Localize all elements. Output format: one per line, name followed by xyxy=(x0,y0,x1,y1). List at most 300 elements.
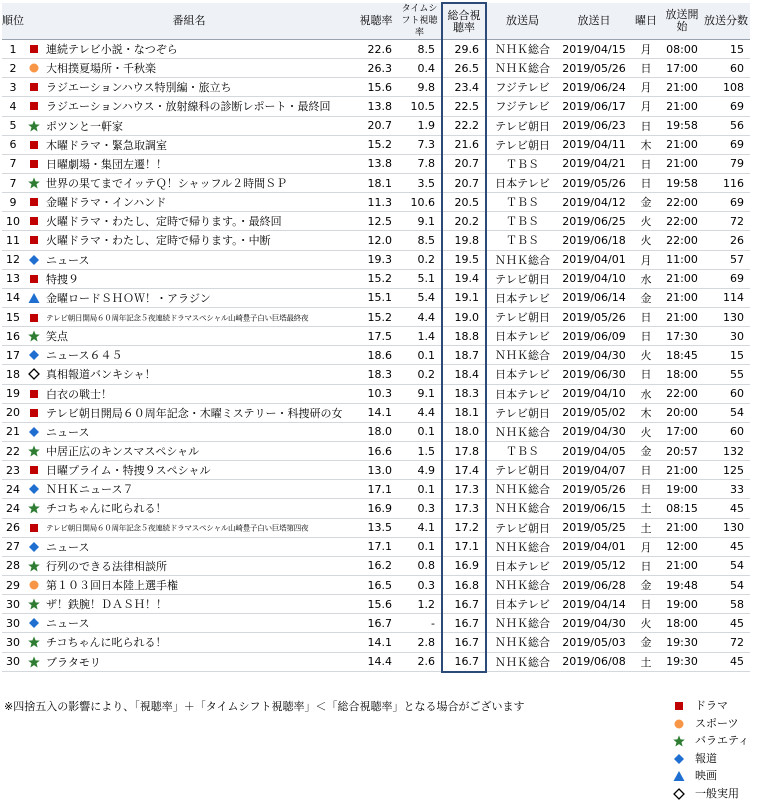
program-title: ラジエーションハウス・放射線科の診断レポート・最終回 xyxy=(46,100,330,113)
program-title-cell xyxy=(24,212,354,231)
total-rating-cell: 16.7 xyxy=(442,614,486,633)
date-cell: 2019/05/02 xyxy=(558,403,630,422)
station-cell: ＮＨＫ総合 xyxy=(486,422,558,441)
rating-cell: 13.5 xyxy=(354,518,398,537)
start-time-cell: 17:00 xyxy=(662,422,702,441)
timeshift-cell: 0.1 xyxy=(398,346,442,365)
station-cell: ＮＨＫ総合 xyxy=(486,480,558,499)
start-time-cell: 21:00 xyxy=(662,556,702,575)
rank-cell: 11 xyxy=(2,231,24,250)
minutes-cell: 58 xyxy=(702,595,750,614)
start-time-cell: 19:00 xyxy=(662,480,702,499)
table-row xyxy=(2,59,750,78)
program-title-cell xyxy=(24,633,354,652)
weekday-cell: 金 xyxy=(630,288,662,307)
program-title: 金曜ロードＳＨＯＷ！・アラジン xyxy=(46,292,211,305)
minutes-cell: 57 xyxy=(702,250,750,269)
timeshift-cell: 0.2 xyxy=(398,365,442,384)
timeshift-cell: 0.8 xyxy=(398,556,442,575)
program-title-cell xyxy=(24,384,354,403)
program-title-cell xyxy=(24,173,354,192)
rank-cell: 10 xyxy=(2,212,24,231)
weekday-cell: 水 xyxy=(630,269,662,288)
station-cell: ＴＢＳ xyxy=(486,231,558,250)
weekday-cell: 火 xyxy=(630,346,662,365)
date-cell: 2019/05/26 xyxy=(558,59,630,78)
minutes-cell: 114 xyxy=(702,288,750,307)
date-cell: 2019/06/08 xyxy=(558,652,630,672)
rating-cell: 15.1 xyxy=(354,288,398,307)
station-cell: ＮＨＫ総合 xyxy=(486,40,558,59)
minutes-cell: 79 xyxy=(702,154,750,173)
rank-cell: 4 xyxy=(2,97,24,116)
variety-star-icon xyxy=(27,120,41,132)
legend-item-drama xyxy=(672,697,749,715)
table-row xyxy=(2,116,750,135)
program-title-cell xyxy=(24,231,354,250)
program-title-cell xyxy=(24,595,354,614)
station-cell: ＮＨＫ総合 xyxy=(486,652,558,672)
weekday-cell: 火 xyxy=(630,614,662,633)
date-cell: 2019/04/01 xyxy=(558,250,630,269)
legend-label: ドラマ xyxy=(695,699,728,712)
start-time-cell: 19:48 xyxy=(662,575,702,594)
timeshift-cell: 1.2 xyxy=(398,595,442,614)
rating-cell: 17.5 xyxy=(354,327,398,346)
rating-cell: 12.0 xyxy=(354,231,398,250)
rating-cell: 20.7 xyxy=(354,116,398,135)
header-weekday: 曜日 xyxy=(630,3,662,40)
minutes-cell: 56 xyxy=(702,116,750,135)
header-timeshift: タイムシフト視聴率 xyxy=(398,3,442,40)
header-total: 総合視聴率 xyxy=(442,3,486,40)
date-cell: 2019/04/05 xyxy=(558,441,630,460)
rating-cell: 18.3 xyxy=(354,365,398,384)
program-title-cell xyxy=(24,403,354,422)
header-date: 放送日 xyxy=(558,3,630,40)
date-cell: 2019/04/10 xyxy=(558,384,630,403)
start-time-cell: 22:00 xyxy=(662,193,702,212)
start-time-cell: 22:00 xyxy=(662,212,702,231)
date-cell: 2019/04/30 xyxy=(558,614,630,633)
rank-cell: 30 xyxy=(2,614,24,633)
header-start: 放送開始 xyxy=(662,3,702,40)
category-legend xyxy=(672,697,749,802)
timeshift-cell: 8.5 xyxy=(398,231,442,250)
total-rating-cell: 17.3 xyxy=(442,480,486,499)
drama-square-icon xyxy=(27,196,41,208)
legend-label: 報道 xyxy=(695,752,717,765)
minutes-cell: 132 xyxy=(702,441,750,460)
program-title-cell xyxy=(24,250,354,269)
rating-cell: 18.1 xyxy=(354,173,398,192)
program-title-cell xyxy=(24,40,354,59)
start-time-cell: 19:58 xyxy=(662,116,702,135)
timeshift-cell: - xyxy=(398,614,442,633)
rank-cell: 24 xyxy=(2,480,24,499)
timeshift-cell: 10.6 xyxy=(398,193,442,212)
sports-circle-icon xyxy=(27,62,41,74)
rating-cell: 26.3 xyxy=(354,59,398,78)
weekday-cell: 日 xyxy=(630,173,662,192)
date-cell: 2019/06/24 xyxy=(558,78,630,97)
drama-square-icon xyxy=(27,139,41,151)
timeshift-cell: 4.9 xyxy=(398,461,442,480)
program-title: 真相報道バンキシャ！ xyxy=(46,368,156,381)
total-rating-cell: 18.7 xyxy=(442,346,486,365)
timeshift-cell: 4.4 xyxy=(398,403,442,422)
table-row xyxy=(2,537,750,556)
header-rating: 視聴率 xyxy=(354,3,398,40)
total-rating-cell: 19.4 xyxy=(442,269,486,288)
rank-cell: 16 xyxy=(2,327,24,346)
minutes-cell: 60 xyxy=(702,384,750,403)
variety-star-icon xyxy=(27,636,41,648)
drama-square-icon xyxy=(27,273,41,285)
total-rating-cell: 17.4 xyxy=(442,461,486,480)
station-cell: ＴＢＳ xyxy=(486,441,558,460)
program-title: テレビ朝日開局６０周年記念５夜連続ドラマスペシャル山崎豊子白い巨塔最終夜 xyxy=(46,313,308,322)
drama-square-icon xyxy=(27,43,41,55)
table-row xyxy=(2,384,750,403)
general-diamond-icon xyxy=(672,788,686,800)
total-rating-cell: 18.1 xyxy=(442,403,486,422)
drama-square-icon xyxy=(27,388,41,400)
rank-cell: 30 xyxy=(2,633,24,652)
rank-cell: 23 xyxy=(2,461,24,480)
minutes-cell: 69 xyxy=(702,135,750,154)
total-rating-cell: 18.8 xyxy=(442,327,486,346)
weekday-cell: 金 xyxy=(630,575,662,594)
table-row xyxy=(2,652,750,672)
start-time-cell: 08:15 xyxy=(662,499,702,518)
timeshift-cell: 7.3 xyxy=(398,135,442,154)
rating-cell: 14.1 xyxy=(354,633,398,652)
news-diamond-icon xyxy=(27,483,41,495)
legend-item-sports xyxy=(672,715,749,733)
date-cell: 2019/04/12 xyxy=(558,193,630,212)
minutes-cell: 130 xyxy=(702,307,750,326)
table-row xyxy=(2,403,750,422)
total-rating-cell: 16.7 xyxy=(442,595,486,614)
rank-cell: 22 xyxy=(2,441,24,460)
drama-square-icon xyxy=(27,81,41,93)
weekday-cell: 火 xyxy=(630,231,662,250)
variety-star-icon xyxy=(27,656,41,668)
weekday-cell: 日 xyxy=(630,327,662,346)
rank-cell: 20 xyxy=(2,403,24,422)
news-diamond-icon xyxy=(27,617,41,629)
minutes-cell: 30 xyxy=(702,327,750,346)
legend-label: 映画 xyxy=(695,769,717,782)
total-rating-cell: 17.8 xyxy=(442,441,486,460)
table-row xyxy=(2,212,750,231)
station-cell: ＴＢＳ xyxy=(486,154,558,173)
rating-cell: 16.6 xyxy=(354,441,398,460)
total-rating-cell: 18.0 xyxy=(442,422,486,441)
table-row xyxy=(2,461,750,480)
rating-cell: 16.5 xyxy=(354,575,398,594)
program-title: 白衣の戦士！ xyxy=(46,388,112,401)
weekday-cell: 日 xyxy=(630,59,662,78)
weekday-cell: 月 xyxy=(630,250,662,269)
drama-square-icon xyxy=(27,312,41,324)
timeshift-cell: 0.1 xyxy=(398,480,442,499)
drama-square-icon xyxy=(27,158,41,170)
station-cell: ＮＨＫ総合 xyxy=(486,250,558,269)
program-title-cell xyxy=(24,518,354,537)
drama-square-icon xyxy=(27,234,41,246)
weekday-cell: 金 xyxy=(630,441,662,460)
station-cell: テレビ朝日 xyxy=(486,269,558,288)
start-time-cell: 21:00 xyxy=(662,288,702,307)
total-rating-cell: 19.8 xyxy=(442,231,486,250)
rank-cell: 19 xyxy=(2,384,24,403)
timeshift-cell: 0.1 xyxy=(398,422,442,441)
program-title: 火曜ドラマ・わたし、定時で帰ります。・最終回 xyxy=(46,215,282,228)
minutes-cell: 69 xyxy=(702,97,750,116)
minutes-cell: 33 xyxy=(702,480,750,499)
total-rating-cell: 22.2 xyxy=(442,116,486,135)
timeshift-cell: 1.5 xyxy=(398,441,442,460)
weekday-cell: 土 xyxy=(630,652,662,672)
table-row xyxy=(2,614,750,633)
drama-square-icon xyxy=(672,700,686,712)
sports-circle-icon xyxy=(27,579,41,591)
table-row xyxy=(2,575,750,594)
minutes-cell: 130 xyxy=(702,518,750,537)
station-cell: ＮＨＫ総合 xyxy=(486,537,558,556)
program-title-cell xyxy=(24,135,354,154)
station-cell: テレビ朝日 xyxy=(486,403,558,422)
weekday-cell: 金 xyxy=(630,633,662,652)
minutes-cell: 69 xyxy=(702,269,750,288)
rating-cell: 14.4 xyxy=(354,652,398,672)
timeshift-cell: 0.3 xyxy=(398,575,442,594)
date-cell: 2019/06/28 xyxy=(558,575,630,594)
rank-cell: 18 xyxy=(2,365,24,384)
table-row xyxy=(2,288,750,307)
minutes-cell: 54 xyxy=(702,556,750,575)
minutes-cell: 72 xyxy=(702,212,750,231)
drama-square-icon xyxy=(27,464,41,476)
date-cell: 2019/06/14 xyxy=(558,288,630,307)
date-cell: 2019/04/21 xyxy=(558,154,630,173)
station-cell: ＮＨＫ総合 xyxy=(486,59,558,78)
total-rating-cell: 16.7 xyxy=(442,652,486,672)
total-rating-cell: 29.6 xyxy=(442,40,486,59)
rating-cell: 10.3 xyxy=(354,384,398,403)
date-cell: 2019/05/26 xyxy=(558,480,630,499)
program-title: ブラタモリ xyxy=(46,656,101,669)
program-title-cell xyxy=(24,288,354,307)
total-rating-cell: 17.3 xyxy=(442,499,486,518)
program-title-cell xyxy=(24,346,354,365)
timeshift-cell: 9.8 xyxy=(398,78,442,97)
table-row xyxy=(2,346,750,365)
drama-square-icon xyxy=(27,522,41,534)
rank-cell: 26 xyxy=(2,518,24,537)
rating-cell: 13.0 xyxy=(354,461,398,480)
rating-cell: 15.2 xyxy=(354,307,398,326)
program-title: ニュース６４５ xyxy=(46,349,122,362)
program-title-cell xyxy=(24,154,354,173)
table-row xyxy=(2,173,750,192)
timeshift-cell: 4.4 xyxy=(398,307,442,326)
station-cell: ＴＢＳ xyxy=(486,193,558,212)
rating-cell: 11.3 xyxy=(354,193,398,212)
weekday-cell: 月 xyxy=(630,40,662,59)
drama-square-icon xyxy=(27,407,41,419)
minutes-cell: 55 xyxy=(702,365,750,384)
rating-cell: 15.2 xyxy=(354,269,398,288)
table-row xyxy=(2,556,750,575)
program-title-cell xyxy=(24,116,354,135)
table-body xyxy=(2,40,750,672)
station-cell: テレビ朝日 xyxy=(486,307,558,326)
table-row xyxy=(2,595,750,614)
table-row xyxy=(2,422,750,441)
minutes-cell: 26 xyxy=(702,231,750,250)
rank-cell: 15 xyxy=(2,307,24,326)
date-cell: 2019/04/11 xyxy=(558,135,630,154)
legend-item-news xyxy=(672,750,749,768)
program-title: 世界の果てまでイッテＱ！シャッフル２時間ＳＰ xyxy=(46,177,287,190)
date-cell: 2019/04/14 xyxy=(558,595,630,614)
station-cell: 日本テレビ xyxy=(486,327,558,346)
rating-cell: 17.1 xyxy=(354,480,398,499)
legend-label: スポーツ xyxy=(695,717,739,730)
timeshift-cell: 0.3 xyxy=(398,499,442,518)
station-cell: ＮＨＫ総合 xyxy=(486,614,558,633)
total-rating-cell: 20.2 xyxy=(442,212,486,231)
rank-cell: 21 xyxy=(2,422,24,441)
program-title: ザ！鉄腕！ＤＡＳＨ！！ xyxy=(46,598,167,611)
total-rating-cell: 23.4 xyxy=(442,78,486,97)
program-title: チコちゃんに叱られる！ xyxy=(46,502,167,515)
start-time-cell: 19:00 xyxy=(662,595,702,614)
sports-circle-icon xyxy=(672,718,686,730)
variety-star-icon xyxy=(27,598,41,610)
total-rating-cell: 16.9 xyxy=(442,556,486,575)
program-title-cell xyxy=(24,78,354,97)
station-cell: ＮＨＫ総合 xyxy=(486,633,558,652)
news-diamond-icon xyxy=(672,753,686,765)
station-cell: 日本テレビ xyxy=(486,556,558,575)
date-cell: 2019/06/25 xyxy=(558,212,630,231)
timeshift-cell: 10.5 xyxy=(398,97,442,116)
program-title: ニュース xyxy=(46,426,89,439)
rating-cell: 22.6 xyxy=(354,40,398,59)
rank-cell: 7 xyxy=(2,173,24,192)
table-header xyxy=(2,3,750,40)
rank-cell: 9 xyxy=(2,193,24,212)
program-title-cell xyxy=(24,327,354,346)
program-title: テレビ朝日開局６０周年記念・木曜ミステリー・科捜研の女 xyxy=(46,407,343,420)
date-cell: 2019/06/18 xyxy=(558,231,630,250)
station-cell: テレビ朝日 xyxy=(486,461,558,480)
news-diamond-icon xyxy=(27,349,41,361)
start-time-cell: 11:00 xyxy=(662,250,702,269)
date-cell: 2019/06/23 xyxy=(558,116,630,135)
variety-star-icon xyxy=(672,735,686,747)
timeshift-cell: 0.1 xyxy=(398,537,442,556)
variety-star-icon xyxy=(27,177,41,189)
start-time-cell: 21:00 xyxy=(662,269,702,288)
rating-cell: 16.7 xyxy=(354,614,398,633)
weekday-cell: 日 xyxy=(630,556,662,575)
start-time-cell: 19:30 xyxy=(662,652,702,672)
total-rating-cell: 18.4 xyxy=(442,365,486,384)
rating-cell: 16.2 xyxy=(354,556,398,575)
table-row xyxy=(2,441,750,460)
minutes-cell: 60 xyxy=(702,59,750,78)
program-title-cell xyxy=(24,193,354,212)
start-time-cell: 17:00 xyxy=(662,59,702,78)
total-rating-cell: 21.6 xyxy=(442,135,486,154)
station-cell: フジテレビ xyxy=(486,97,558,116)
table-row xyxy=(2,307,750,326)
weekday-cell: 日 xyxy=(630,307,662,326)
legend-item-general xyxy=(672,785,749,802)
rank-cell: 30 xyxy=(2,652,24,672)
date-cell: 2019/06/30 xyxy=(558,365,630,384)
table-row xyxy=(2,480,750,499)
table-row xyxy=(2,269,750,288)
header-title: 番組名 xyxy=(24,3,354,40)
ratings-table xyxy=(2,2,750,673)
total-rating-cell: 16.7 xyxy=(442,633,486,652)
station-cell: テレビ朝日 xyxy=(486,135,558,154)
start-time-cell: 21:00 xyxy=(662,461,702,480)
rank-cell: 28 xyxy=(2,556,24,575)
station-cell: 日本テレビ xyxy=(486,384,558,403)
program-title: 大相撲夏場所・千秋楽 xyxy=(46,62,156,75)
program-title: ポツンと一軒家 xyxy=(46,120,123,133)
rank-cell: 7 xyxy=(2,154,24,173)
timeshift-cell: 3.5 xyxy=(398,173,442,192)
minutes-cell: 45 xyxy=(702,499,750,518)
header-station: 放送局 xyxy=(486,3,558,40)
table-row xyxy=(2,154,750,173)
timeshift-cell: 0.4 xyxy=(398,59,442,78)
start-time-cell: 22:00 xyxy=(662,384,702,403)
station-cell: ＮＨＫ総合 xyxy=(486,346,558,365)
rank-cell: 24 xyxy=(2,499,24,518)
start-time-cell: 21:00 xyxy=(662,518,702,537)
minutes-cell: 60 xyxy=(702,422,750,441)
weekday-cell: 日 xyxy=(630,480,662,499)
table-row xyxy=(2,633,750,652)
weekday-cell: 日 xyxy=(630,116,662,135)
weekday-cell: 月 xyxy=(630,78,662,97)
rating-cell: 18.0 xyxy=(354,422,398,441)
rank-cell: 12 xyxy=(2,250,24,269)
timeshift-cell: 4.1 xyxy=(398,518,442,537)
program-title: 連続テレビ小説・なつぞら xyxy=(46,43,178,56)
timeshift-cell: 5.4 xyxy=(398,288,442,307)
program-title-cell xyxy=(24,499,354,518)
timeshift-cell: 0.2 xyxy=(398,250,442,269)
total-rating-cell: 16.8 xyxy=(442,575,486,594)
timeshift-cell: 1.9 xyxy=(398,116,442,135)
program-title-cell xyxy=(24,614,354,633)
weekday-cell: 月 xyxy=(630,537,662,556)
minutes-cell: 69 xyxy=(702,193,750,212)
weekday-cell: 火 xyxy=(630,212,662,231)
rank-cell: 6 xyxy=(2,135,24,154)
total-rating-cell: 17.2 xyxy=(442,518,486,537)
